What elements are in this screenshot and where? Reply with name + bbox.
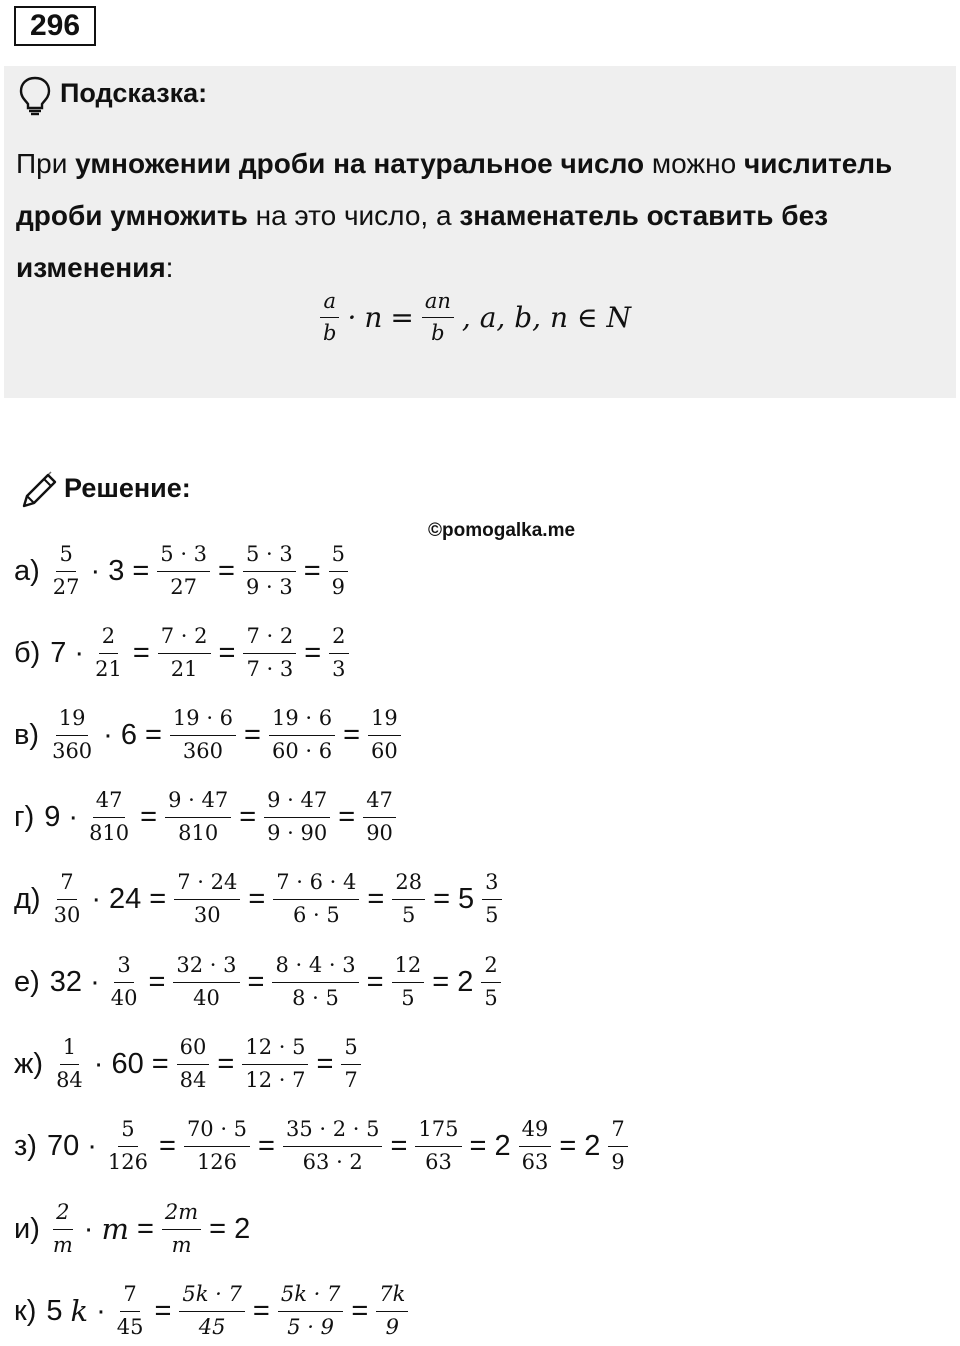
numerator: 19 [56,705,89,735]
denominator: b [431,321,445,346]
numerator: 2 [99,623,118,653]
expression-token: = [338,800,356,833]
row-label: и) [14,1212,40,1245]
denominator: 7 [344,1067,358,1092]
row-label: д) [14,882,41,915]
hint-text-segment: знаменатель оставить без изменения [16,200,829,283]
numerator: 8 · 4 · 3 [272,952,358,982]
denominator: 84 [56,1067,83,1092]
fraction [170,705,236,765]
numerator: 5k · 7 [179,1281,244,1311]
denominator: 9 · 3 [245,574,293,599]
expression-token: = [151,1047,169,1080]
expression-token: = [217,1047,235,1080]
expression-token: = [390,1129,408,1162]
denominator: 9 [611,1149,625,1174]
watermark: ©pomogalka.me [428,520,576,541]
fraction [272,952,358,1012]
hint-text-segment: умножении дроби на натуральное число [75,148,645,179]
expression-token: = [148,965,166,998]
expression-token: = [244,718,261,751]
fraction [481,952,500,1012]
numerator: 5 [341,1034,360,1064]
row-label: з) [14,1129,37,1162]
fraction [242,1034,308,1094]
expression-token: = [343,718,361,751]
expression-token: · [90,554,101,587]
fraction [184,1116,250,1176]
fraction [392,869,425,929]
lightbulb-icon [18,76,52,116]
denominator: 5 [484,985,498,1010]
expression-token: · [96,1294,106,1327]
hint-text-segment: При [16,148,76,179]
fraction [108,952,141,1012]
fraction [415,1116,461,1176]
denominator: 60 · 6 [271,738,333,763]
fraction [157,541,210,601]
expression-token: = [252,1294,270,1327]
fraction [179,1281,244,1341]
expression-token: = [140,800,158,833]
row-label: г) [14,800,35,833]
denominator: 63 · 2 [302,1149,363,1174]
expression-token: = [159,1129,176,1162]
solution-row [14,1111,632,1181]
denominator: 21 [95,656,122,681]
fraction [177,1034,210,1094]
expression-token: 60 [111,1047,144,1080]
fraction [92,623,125,683]
solution-row [14,1276,412,1346]
fraction [320,288,339,348]
row-label: а) [14,554,40,587]
denominator: 9 · 90 [267,820,328,845]
fraction [422,288,454,348]
numerator: 7 [120,1281,139,1311]
solution-row [14,947,505,1017]
expression-token: = [367,882,385,915]
fraction [243,623,296,683]
expression-token: = [559,1129,577,1162]
numerator: 12 [392,952,425,982]
denominator: 810 [89,820,130,845]
expression-token: 9 [44,800,61,833]
numerator: 70 · 5 [184,1116,250,1146]
denominator: 7 · 3 [246,656,294,681]
fraction [50,541,83,601]
numerator: 32 · 3 [173,952,239,982]
denominator: 5 [401,985,415,1010]
numerator: 9 · 47 [165,787,231,817]
denominator: 40 [193,985,220,1010]
solution-row [14,618,353,688]
denominator: 21 [170,656,198,681]
expression-token: = [247,965,265,998]
expression-token: = [209,1212,227,1245]
denominator: 9 [385,1314,399,1339]
denominator: 63 [425,1149,452,1174]
fraction [329,541,348,601]
numerator: 47 [363,787,396,817]
numerator: 5 [329,541,348,571]
denominator: 360 [52,738,93,763]
hint-text [16,138,916,294]
denominator: 5 [402,902,416,927]
solution-row [14,1194,254,1264]
solution-title: Решение: [64,473,191,503]
hint-text-segment: можно [644,148,744,179]
fraction [105,1116,151,1176]
row-label: в) [14,718,40,751]
numerator: 5 · 3 [243,541,296,571]
fraction [264,787,330,847]
fraction [392,952,425,1012]
denominator: 6 · 5 [292,902,340,927]
denominator: 27 [52,574,80,599]
solution-row [14,536,352,606]
expression-token: = [351,1294,369,1327]
expression-token: 70 [46,1129,80,1162]
expression-token: 5 [458,882,475,915]
numerator: 7 · 2 [158,623,211,653]
solution-row [14,700,405,770]
hint-formula [316,288,635,348]
denominator: 84 [179,1067,207,1092]
denominator: 126 [107,1149,148,1174]
fraction [278,1281,343,1341]
expression-token: · [83,1212,94,1245]
expression-token: 6 [120,718,137,751]
fraction [329,623,348,683]
expression-token: = [218,554,235,587]
numerator: 5 · 3 [157,541,210,571]
denominator: 9 [331,574,346,599]
expression-token: · [68,800,79,833]
fraction [50,1199,76,1259]
fraction [273,869,359,929]
denominator: 40 [110,985,138,1010]
problem-number: 296 [14,6,96,46]
hint-text-segment: числитель дроби умножить [16,148,893,231]
denominator: 60 [371,738,398,763]
denominator: 12 · 7 [245,1067,306,1092]
numerator: a [320,288,339,318]
fraction [363,787,396,847]
numerator: 2m [162,1199,201,1229]
fraction [519,1116,552,1176]
numerator: 28 [392,869,425,899]
expression-token: = [303,554,321,587]
expression-token: 2 [584,1129,601,1162]
numerator: 2 [53,1199,72,1229]
solution-row [14,864,506,934]
numerator: 60 [177,1034,210,1064]
fraction [86,787,132,847]
expression-token: 32 [49,965,83,998]
denominator: 63 [521,1149,549,1174]
numerator: 1 [60,1034,79,1064]
numerator: 2 [329,623,348,653]
fraction [243,541,296,601]
fraction [162,1199,201,1259]
expression-token: = [469,1129,487,1162]
expression-token: · [103,718,113,751]
fraction [158,623,211,683]
numerator: 175 [415,1116,461,1146]
row-label: е) [14,965,40,998]
expression-token: = [239,800,257,833]
numerator: 7 · 6 · 4 [273,869,359,899]
expression-token: 24 [109,882,142,915]
expression-token: = [432,965,450,998]
expression-token: 2 [234,1212,251,1245]
expression-token: = [218,636,236,669]
expression-token: = [136,1212,154,1245]
expression-token: = [316,1047,334,1080]
expression-token: = [366,965,384,998]
expression-token: = [304,636,322,669]
expression-token: · [93,1047,104,1080]
denominator: 126 [196,1149,238,1174]
fraction [283,1116,383,1176]
numerator: 19 [368,705,401,735]
fraction [49,705,95,765]
numerator: 5 [118,1116,137,1146]
numerator: 5k · 7 [278,1281,343,1311]
fraction [114,1281,147,1341]
expression-token: 7 [50,636,67,669]
formula-token: = [390,301,414,335]
denominator: 5 · 9 [287,1314,334,1339]
row-label: б) [14,636,41,669]
denominator: 5 [485,902,499,927]
hint-title: Подсказка: [60,78,208,108]
hint-text-segment: на это число, а [247,200,460,231]
formula-token: , a, b, n ∈ N [461,301,632,335]
numerator: 19 · 6 [269,705,335,735]
numerator: an [422,288,454,318]
expression-token: 5 [46,1294,63,1327]
row-label: к) [14,1294,37,1327]
expression-token: = [248,882,266,915]
formula-token: n [364,301,383,335]
expression-token: · [74,636,85,669]
denominator: 8 · 5 [292,985,339,1010]
denominator: m [52,1232,73,1257]
numerator: 9 · 47 [264,787,330,817]
solution-row [14,1029,365,1099]
fraction [482,869,501,929]
numerator: 49 [519,1116,552,1146]
expression-token: = [433,882,450,915]
hint-text-segment: : [165,252,174,283]
fraction [53,1034,86,1094]
denominator: 810 [178,820,219,845]
numerator: 7 [608,1116,627,1146]
expression-token: 2 [494,1129,511,1162]
expression-token: = [258,1129,275,1162]
denominator: 360 [182,738,224,763]
expression-token: = [144,718,162,751]
fraction [376,1281,408,1341]
numerator: 3 [114,952,133,982]
denominator: b [323,321,337,346]
expression-token: 2 [457,965,474,998]
numerator: 2 [481,952,500,982]
pencil-icon [18,470,60,512]
fraction [341,1034,360,1094]
numerator: 3 [482,869,501,899]
fraction [269,705,335,765]
fraction [608,1116,627,1176]
numerator: 47 [93,787,126,817]
expression-token: k [70,1294,89,1328]
denominator: 27 [170,574,198,599]
fraction [174,869,240,929]
solution-row [14,782,400,852]
numerator: 7k [376,1281,408,1311]
denominator: 30 [53,902,81,927]
expression-token: 3 [108,554,125,587]
expression-token: m [101,1212,129,1246]
numerator: 5 [56,541,75,571]
expression-token: = [149,882,167,915]
numerator: 12 · 5 [242,1034,308,1064]
fraction [51,869,84,929]
row-label: ж) [14,1047,44,1080]
numerator: 19 · 6 [170,705,236,735]
fraction [368,705,401,765]
expression-token: · [91,882,101,915]
fraction [173,952,239,1012]
denominator: 45 [116,1314,144,1339]
numerator: 7 · 2 [243,623,296,653]
denominator: m [171,1232,192,1257]
numerator: 7 [57,869,76,899]
fraction [165,787,231,847]
numerator: 35 · 2 · 5 [283,1116,383,1146]
denominator: 45 [198,1314,226,1339]
expression-token: = [132,636,150,669]
expression-token: · [90,965,100,998]
denominator: 30 [193,902,221,927]
formula-token: · [347,301,357,335]
expression-token: = [132,554,150,587]
denominator: 90 [366,820,393,845]
numerator: 7 · 24 [174,869,240,899]
denominator: 3 [332,656,346,681]
expression-token: · [87,1129,97,1162]
expression-token: = [154,1294,172,1327]
